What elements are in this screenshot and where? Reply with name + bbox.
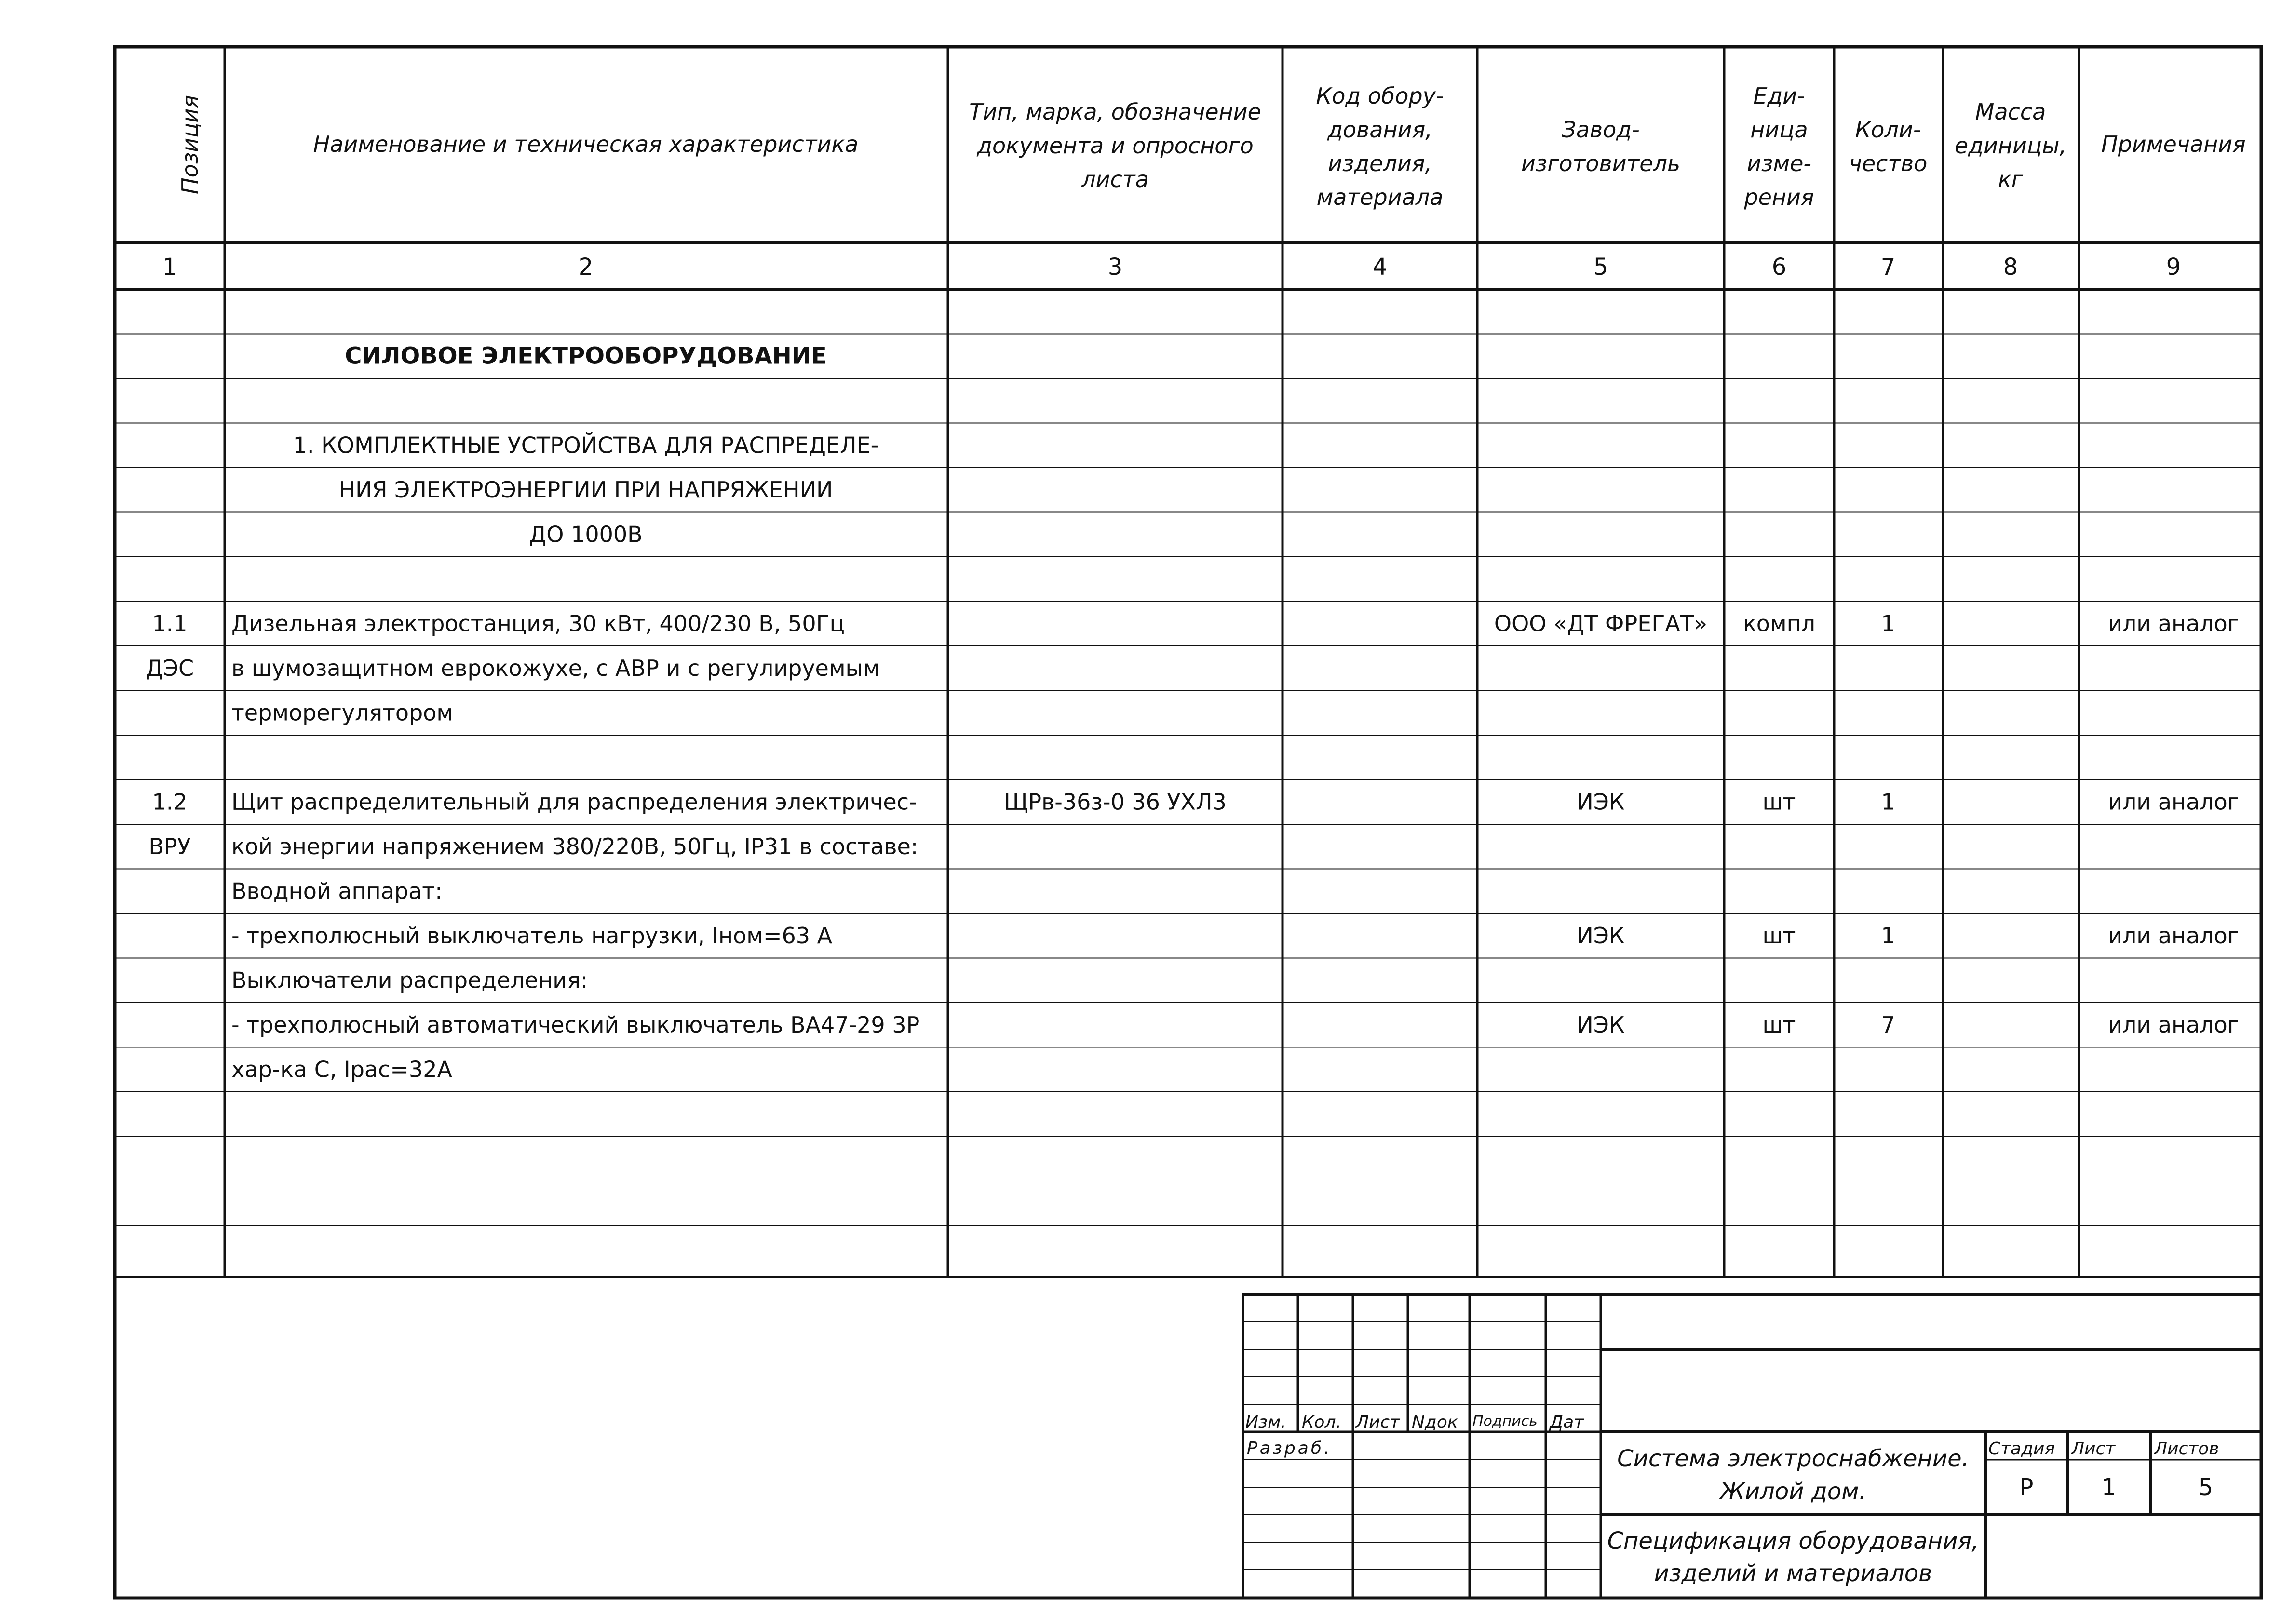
row-note: или аналог bbox=[2108, 923, 2239, 949]
stamp-list-value: 1 bbox=[2101, 1474, 2117, 1501]
stamp-label-list: Лист bbox=[1356, 1412, 1400, 1432]
column-number-9: 9 bbox=[2166, 254, 2181, 281]
column-number-5: 5 bbox=[1593, 254, 1608, 281]
row-unit: компл bbox=[1742, 610, 1816, 637]
row-type: ЩРв-36з-0 36 УХЛ3 bbox=[1004, 789, 1227, 815]
stamp-label-razrab: Разраб. bbox=[1247, 1438, 1332, 1458]
stamp-listov-value: 5 bbox=[2198, 1474, 2214, 1501]
stamp-label-podpis: Подпись bbox=[1472, 1413, 1538, 1430]
row-position: 1.1 bbox=[152, 610, 188, 637]
header-code-3: изделия, bbox=[1327, 150, 1432, 176]
row-name: в шумозащитном еврокожухе, с АВР и с регулируемым bbox=[231, 655, 880, 681]
stamp-title-line1: Система электроснабжение. bbox=[1617, 1445, 1969, 1472]
header-unit-2: ница bbox=[1750, 117, 1808, 143]
stamp-list-label: Лист bbox=[2071, 1439, 2116, 1459]
header-unit-4: рения bbox=[1744, 184, 1814, 210]
header-position: Позиция bbox=[177, 95, 203, 194]
row-qty: 1 bbox=[1881, 923, 1895, 949]
header-qty-1: Коли- bbox=[1855, 117, 1921, 143]
row-name: - трехполюсный автоматический выключатель ВА47-29 3Р bbox=[231, 1012, 920, 1038]
row-position: ДЭС bbox=[145, 655, 194, 681]
header-name: Наименование и техническая характеристика bbox=[313, 131, 859, 157]
stamp-label-kol: Кол. bbox=[1302, 1412, 1342, 1432]
row-name: - трехполюсный выключатель нагрузки, Iном=63 А bbox=[231, 923, 833, 949]
column-number-6: 6 bbox=[1771, 254, 1787, 281]
row-name: хар-ка С, Iрас=32А bbox=[231, 1056, 452, 1083]
section-subtitle: ДО 1000В bbox=[529, 521, 643, 548]
row-unit: шт bbox=[1762, 789, 1796, 815]
header-unit-3: изме- bbox=[1747, 150, 1811, 176]
row-maker: ИЭК bbox=[1577, 789, 1625, 815]
header-code-4: материала bbox=[1316, 184, 1444, 210]
header-code-2: дования, bbox=[1327, 117, 1432, 143]
row-name: Щит распределительный для распределения электричес- bbox=[231, 789, 917, 815]
header-type-2: документа и опросного bbox=[977, 133, 1254, 159]
stamp-doc-line2: изделий и материалов bbox=[1654, 1560, 1932, 1587]
header-notes: Примечания bbox=[2101, 131, 2246, 157]
column-number-1: 1 bbox=[162, 254, 177, 281]
stamp-listov-label: Листов bbox=[2154, 1439, 2219, 1459]
stamp-stadiya-label: Стадия bbox=[1988, 1439, 2055, 1459]
row-position: ВРУ bbox=[148, 833, 191, 859]
row-note: или аналог bbox=[2108, 610, 2239, 637]
column-number-3: 3 bbox=[1107, 254, 1123, 281]
header-code-1: Код обору- bbox=[1316, 83, 1444, 109]
row-unit: шт bbox=[1762, 923, 1796, 949]
header-type-3: листа bbox=[1081, 166, 1149, 192]
header-maker-2: изготовитель bbox=[1521, 150, 1681, 176]
row-maker: ИЭК bbox=[1577, 1012, 1625, 1038]
stamp-label-ndok: Nдок bbox=[1412, 1412, 1458, 1432]
row-unit: шт bbox=[1762, 1012, 1796, 1038]
column-number-2: 2 bbox=[578, 254, 594, 281]
row-name: Вводной аппарат: bbox=[231, 878, 443, 904]
column-number-7: 7 bbox=[1880, 254, 1896, 281]
stamp-doc-line1: Спецификация оборудования, bbox=[1607, 1528, 1979, 1555]
row-maker: ООО «ДТ ФРЕГАТ» bbox=[1494, 610, 1708, 637]
row-qty: 1 bbox=[1881, 610, 1895, 637]
header-mass-1: Масса bbox=[1975, 99, 2046, 125]
section-title: СИЛОВОЕ ЭЛЕКТРООБОРУДОВАНИЕ bbox=[345, 342, 827, 370]
header-unit-1: Еди- bbox=[1753, 83, 1805, 109]
row-note: или аналог bbox=[2108, 789, 2239, 815]
section-subtitle: НИЯ ЭЛЕКТРОЭНЕРГИИ ПРИ НАПРЯЖЕНИИ bbox=[338, 477, 833, 503]
stamp-stadiya-value: Р bbox=[2019, 1474, 2034, 1501]
header-mass-3: кг bbox=[1998, 166, 2023, 192]
stamp-label-data: Дат bbox=[1550, 1412, 1584, 1432]
row-qty: 7 bbox=[1881, 1012, 1895, 1038]
stamp-label-izm: Изм. bbox=[1245, 1412, 1286, 1432]
stamp-title-line2: Жилой дом. bbox=[1720, 1478, 1866, 1505]
row-name: Дизельная электростанция, 30 кВт, 400/230 В, 50Гц bbox=[231, 610, 845, 637]
column-number-4: 4 bbox=[1372, 254, 1388, 281]
header-maker-1: Завод- bbox=[1562, 117, 1640, 143]
row-name: терморегулятором bbox=[231, 699, 454, 726]
column-number-8: 8 bbox=[2003, 254, 2018, 281]
row-name: Выключатели распределения: bbox=[231, 967, 588, 993]
row-name: кой энергии напряжением 380/220В, 50Гц, IP31 в составе: bbox=[231, 833, 918, 859]
row-note: или аналог bbox=[2108, 1012, 2239, 1038]
header-mass-2: единицы, bbox=[1954, 133, 2067, 159]
row-qty: 1 bbox=[1881, 789, 1895, 815]
row-position: 1.2 bbox=[152, 789, 188, 815]
header-qty-2: чество bbox=[1849, 150, 1928, 176]
section-subtitle: 1. КОМПЛЕКТНЫЕ УСТРОЙСТВА ДЛЯ РАСПРЕДЕЛЕ- bbox=[293, 432, 879, 458]
header-type-1: Тип, марка, обозначение bbox=[969, 99, 1261, 125]
row-maker: ИЭК bbox=[1577, 923, 1625, 949]
